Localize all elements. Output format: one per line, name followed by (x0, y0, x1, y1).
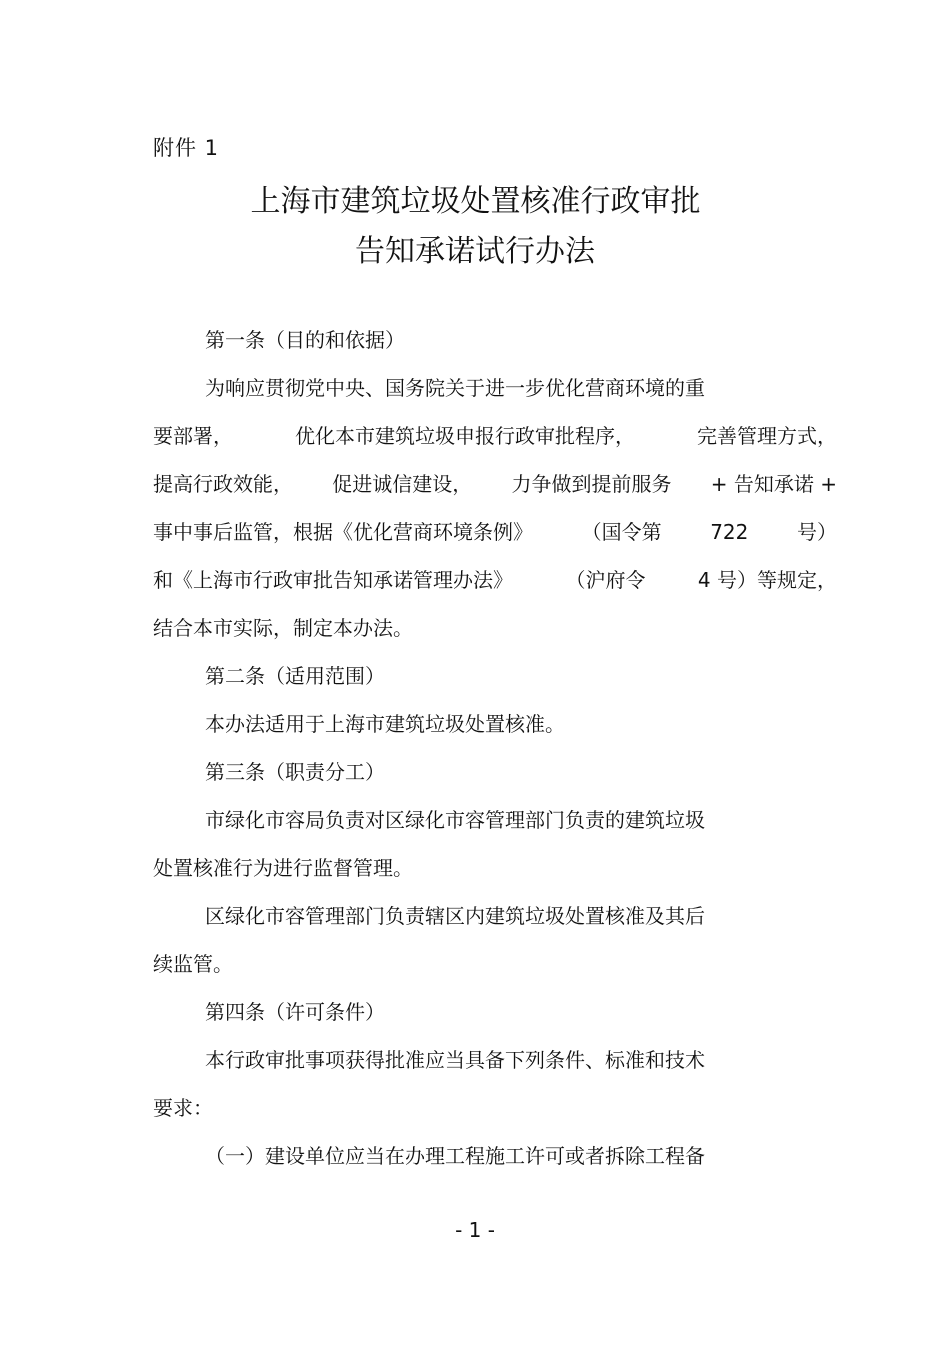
article3-para2-line1: 区绿化市容管理部门负责辖区内建筑垃圾处置核准及其后 (205, 904, 705, 928)
article1-line2-part3: 完善管理方式， (697, 424, 837, 448)
article4-heading: 第四条（许可条件） (205, 1000, 385, 1024)
article1-line5-part2: （沪府令 (565, 568, 646, 592)
article1-line3-part2: 促进诚信建设， (332, 472, 473, 496)
article1-line2 (153, 412, 837, 460)
article4-body-line1: 本行政审批事项获得批准应当具备下列条件、标准和技术 (205, 1048, 705, 1072)
article4-item1-line1: （一）建设单位应当在办理工程施工许可或者拆除工程备 (205, 1144, 705, 1168)
document-title-line2: 告知承诺试行办法 (355, 234, 595, 269)
article1-heading: 第一条（目的和依据） (205, 328, 405, 352)
article3-para1-line1: 市绿化市容局负责对区绿化市容管理部门负责的建筑垃圾 (205, 808, 705, 832)
article2-heading: 第二条（适用范围） (205, 664, 385, 688)
article1-line1: 为响应贯彻党中央、国务院关于进一步优化营商环境的重 (205, 376, 705, 400)
article1-line5 (153, 556, 837, 604)
article4-body-line2: 要求： (153, 1096, 213, 1120)
article1-line4-part2: （国令第 (581, 520, 662, 544)
article2-body: 本办法适用于上海市建筑垃圾处置核准。 (205, 712, 565, 736)
article1-line4-part3: 722 (710, 520, 749, 544)
article3-heading: 第三条（职责分工） (205, 760, 385, 784)
article1-line3-part4: + 告知承诺 + (710, 472, 837, 496)
page-number: - 1 - (455, 1218, 495, 1242)
article1-line2-part2: 优化本市建筑垃圾申报行政审批程序， (295, 424, 635, 448)
article1-line3-part1: 提高行政效能， (153, 472, 293, 496)
article1-line2-part1: 要部署， (153, 424, 233, 448)
article1-line5-part3: 4 号）等规定， (697, 568, 837, 592)
article1-line3 (153, 460, 837, 508)
article1-line4 (153, 508, 837, 556)
article1-line4-part4: 号） (796, 520, 837, 544)
document-title-line1: 上海市建筑垃圾处置核准行政审批 (250, 184, 701, 219)
article3-para1-line2: 处置核准行为进行监督管理。 (153, 856, 413, 880)
article3-para2-line2: 续监管。 (153, 952, 233, 976)
article1-line6: 结合本市实际，制定本办法。 (153, 616, 413, 640)
attachment-label: 附件 1 (153, 136, 220, 160)
article1-line3-part3: 力争做到提前服务 (511, 472, 672, 496)
article1-line4-part1: 事中事后监管，根据《优化营商环境条例》 (153, 520, 533, 544)
article1-line5-part1: 和《上海市行政审批告知承诺管理办法》 (153, 568, 513, 592)
